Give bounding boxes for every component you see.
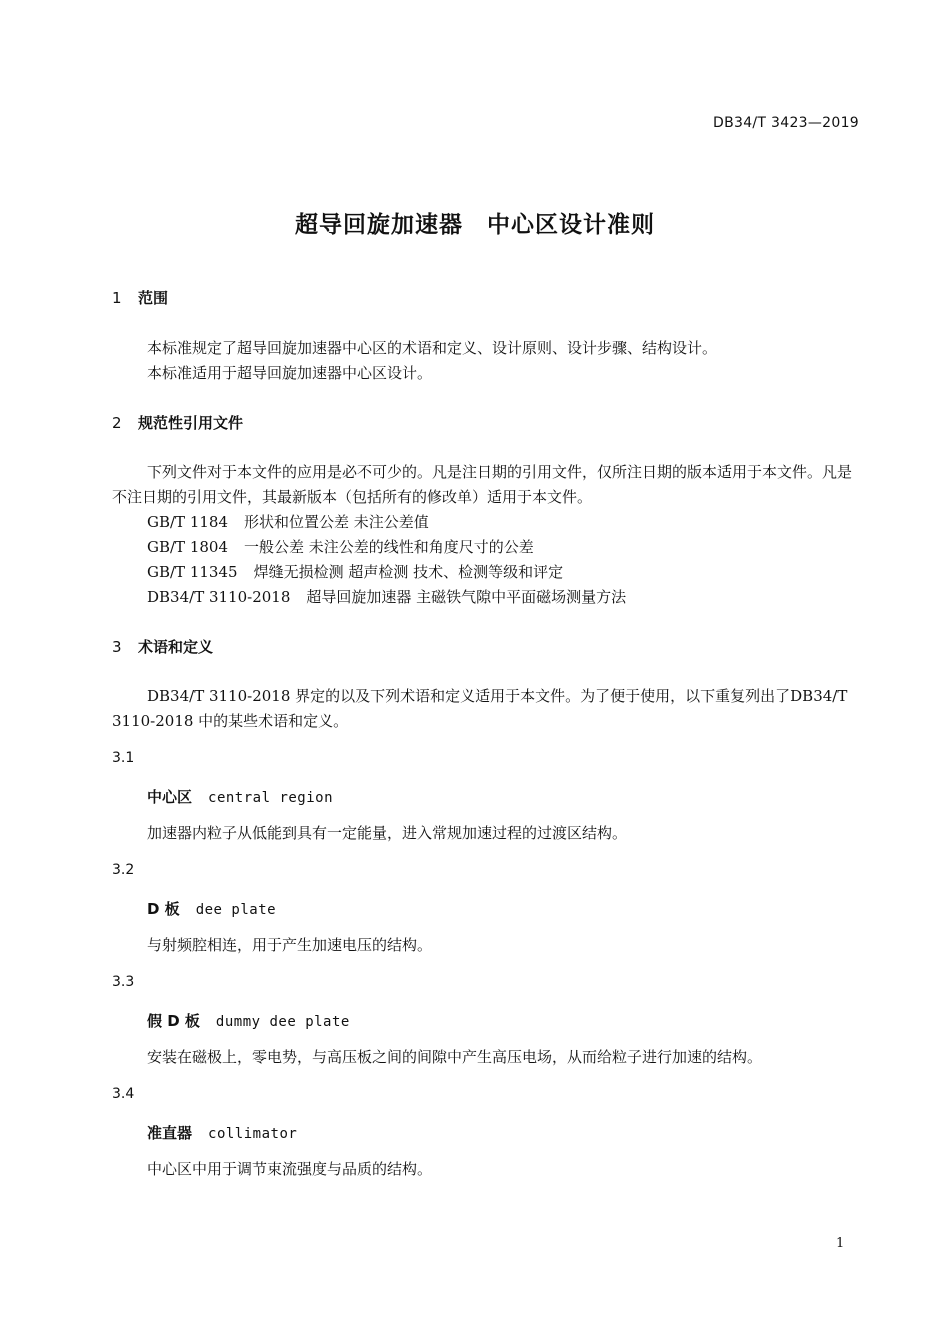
term-definition: 加速器内粒子从低能到具有一定能量，进入常规加速过程的过渡区结构。 bbox=[147, 824, 628, 842]
term-chinese: 准直器 bbox=[147, 1124, 193, 1142]
term-definition: 安装在磁极上，零电势，与高压板之间的间隙中产生高压电场，从而给粒子进行加速的结构。 bbox=[147, 1048, 763, 1066]
reference-name: 焊缝无损检测 超声检测 技术、检测等级和评定 bbox=[253, 563, 564, 581]
term-english: dummy dee plate bbox=[215, 1014, 350, 1030]
references-intro-paragraph: 下列文件对于本文件的应用是必不可少的。凡是注日期的引用文件，仅所注日期的版本适用于本文件。凡是不注日期的引用文件，其最新版本（包括所有的修改单）适用于本文件。 bbox=[112, 463, 853, 506]
term-number: 3.2 bbox=[112, 862, 135, 878]
term-entry bbox=[147, 786, 333, 807]
term-chinese: 中心区 bbox=[147, 788, 193, 806]
section-heading-normative-references bbox=[112, 412, 243, 433]
scope-paragraph-2: 本标准适用于超导回旋加速器中心区设计。 bbox=[147, 364, 433, 382]
section-number: 2 bbox=[112, 414, 122, 432]
section-heading-scope bbox=[112, 287, 168, 308]
scope-paragraph-1: 本标准规定了超导回旋加速器中心区的术语和定义、设计原则、设计步骤、结构设计。 bbox=[147, 339, 718, 357]
term-entry bbox=[147, 898, 276, 919]
terms-intro-paragraph: DB34/T 3110-2018 界定的以及下列术语和定义适用于本文件。为了便于使用，以下重复列出了DB34/T 3110-2018 中的某些术语和定义。 bbox=[112, 687, 848, 730]
section-number: 1 bbox=[112, 289, 122, 307]
section-title: 范围 bbox=[138, 289, 169, 307]
reference-name: 形状和位置公差 未注公差值 bbox=[244, 513, 429, 531]
reference-code: GB/T 1184 bbox=[147, 513, 229, 531]
term-number: 3.3 bbox=[112, 974, 135, 990]
term-definition: 中心区中用于调节束流强度与品质的结构。 bbox=[147, 1160, 433, 1178]
term-chinese: 假 D 板 bbox=[147, 1012, 200, 1030]
reference-name: 一般公差 未注公差的线性和角度尺寸的公差 bbox=[244, 538, 534, 556]
term-english: dee plate bbox=[195, 902, 277, 918]
reference-item bbox=[147, 561, 563, 582]
reference-name: 超导回旋加速器 主磁铁气隙中平面磁场测量方法 bbox=[306, 588, 627, 606]
section-title: 规范性引用文件 bbox=[138, 414, 244, 432]
section-number: 3 bbox=[112, 638, 122, 656]
reference-code: GB/T 11345 bbox=[147, 563, 238, 581]
reference-code: GB/T 1804 bbox=[147, 538, 229, 556]
term-number: 3.1 bbox=[112, 750, 135, 766]
reference-item bbox=[147, 511, 429, 532]
reference-item bbox=[147, 586, 626, 607]
reference-code: DB34/T 3110-2018 bbox=[147, 588, 291, 606]
term-chinese: D 板 bbox=[147, 900, 180, 918]
term-entry bbox=[147, 1010, 350, 1031]
document-title: 超导回旋加速器 中心区设计准则 bbox=[295, 212, 655, 238]
section-title: 术语和定义 bbox=[138, 638, 214, 656]
page-number: 1 bbox=[836, 1236, 845, 1251]
reference-item bbox=[147, 536, 534, 557]
term-definition: 与射频腔相连，用于产生加速电压的结构。 bbox=[147, 936, 433, 954]
term-entry bbox=[147, 1122, 297, 1143]
section-heading-terms-definitions bbox=[112, 636, 213, 657]
term-english: central region bbox=[208, 790, 334, 806]
term-english: collimator bbox=[208, 1126, 298, 1142]
term-number: 3.4 bbox=[112, 1086, 135, 1102]
standard-number: DB34/T 3423—2019 bbox=[713, 115, 859, 131]
